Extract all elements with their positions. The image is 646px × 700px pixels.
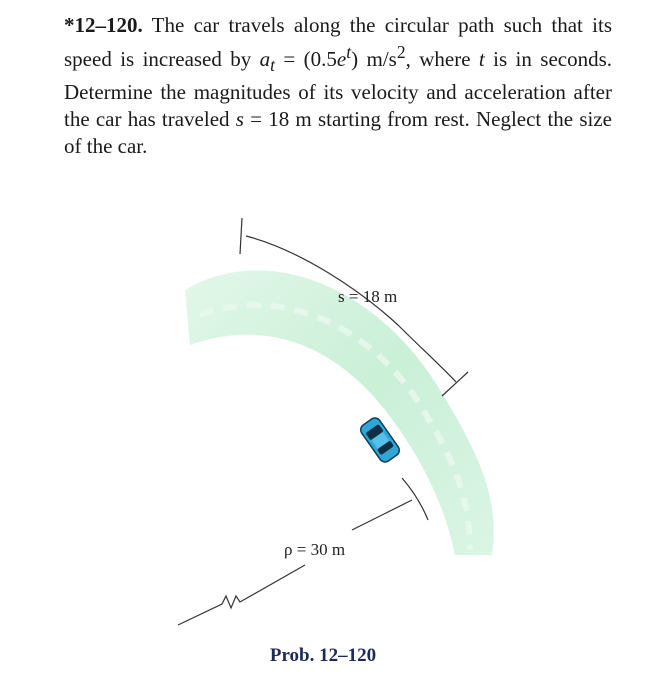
expr-exp: t xyxy=(346,42,352,62)
expr-close: ) m/s xyxy=(351,47,397,71)
expr-pow: 2 xyxy=(396,42,406,62)
radius-label: ρ = 30 m xyxy=(284,540,346,559)
expr-e: e xyxy=(336,47,347,71)
var-s: s xyxy=(235,107,244,132)
road-band xyxy=(185,270,494,555)
equals: = xyxy=(275,47,304,71)
arc-start-tick xyxy=(240,218,242,254)
figure-caption: Prob. 12–120 xyxy=(269,645,377,666)
var-at-sub: t xyxy=(270,55,276,76)
text-rest: is in seconds. Determine the magnitudes of its velocity and acceleration after the car has traveled xyxy=(64,47,613,132)
text-mid: , where xyxy=(405,47,479,71)
radius-line xyxy=(178,565,305,625)
var-t: t xyxy=(478,47,485,71)
var-at: a xyxy=(259,47,271,71)
radius-end-tick xyxy=(402,478,428,520)
radius-line-upper xyxy=(352,500,412,530)
arc-length-label: s = 18 m xyxy=(338,287,398,306)
text-end: starting from rest. Neglect the size of the car. xyxy=(64,107,612,159)
expr-open: (0.5 xyxy=(303,47,337,71)
arc-end-tick xyxy=(442,372,468,396)
text-line1: The car travels along the circular path such that its speed is increased by xyxy=(64,13,612,71)
problem-number: *12–120. xyxy=(64,13,143,37)
s-value: = 18 m xyxy=(243,107,312,132)
